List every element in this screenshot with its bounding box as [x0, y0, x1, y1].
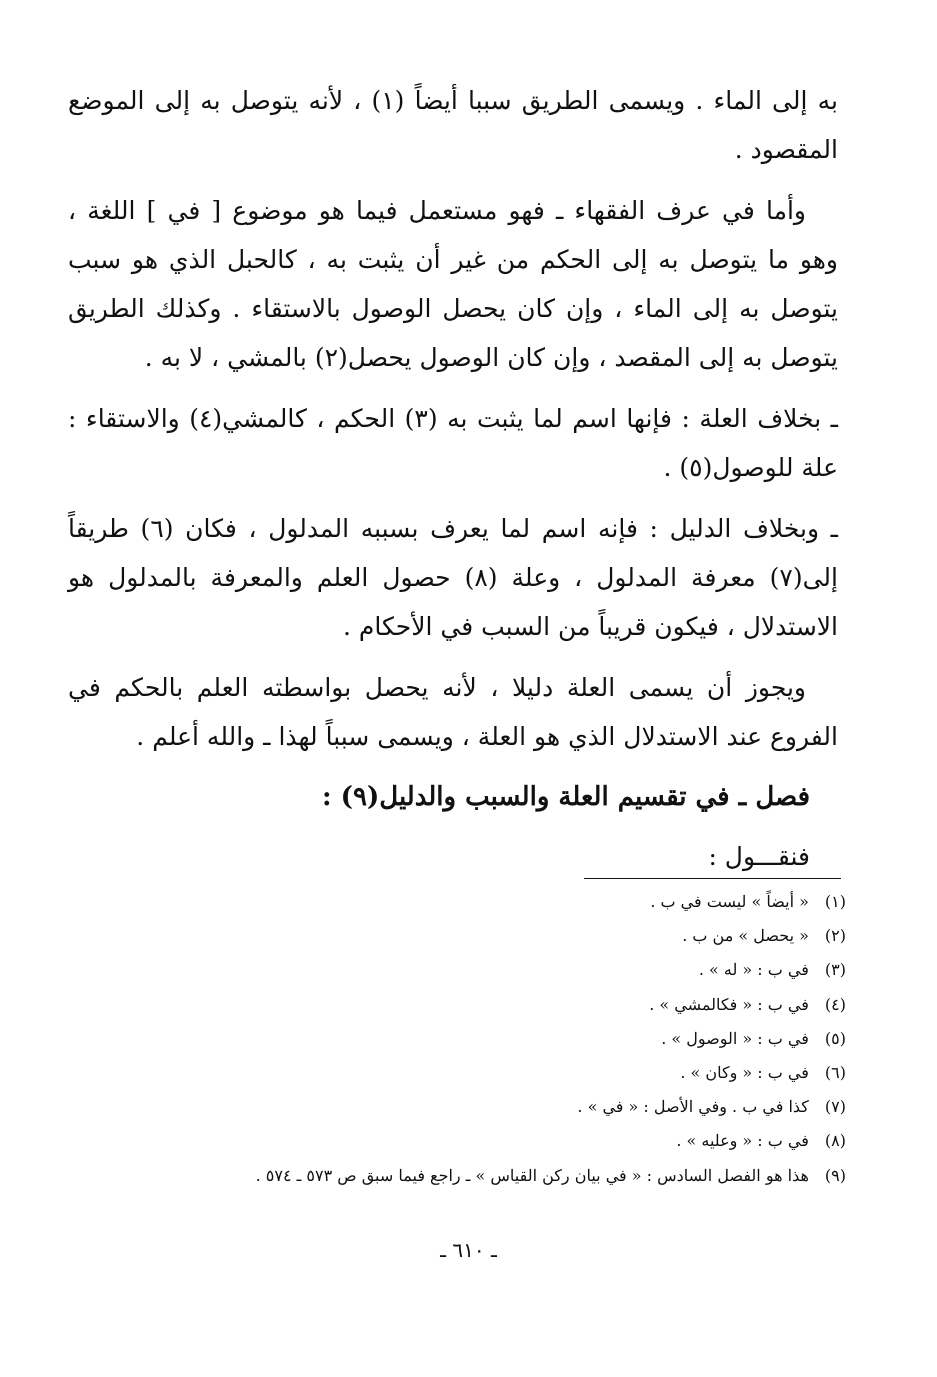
- footnote-number: (٣): [824, 960, 846, 980]
- section-subheading: فنقـــول :: [708, 842, 810, 871]
- page-number: ـ ٦١٠ ـ: [440, 1238, 497, 1262]
- footnote-number: (٦): [824, 1063, 846, 1083]
- paragraph-4: ـ وبخلاف الدليل : فإنه اسم لما يعرف بسببه المدلول ، فكان (٦) طريقاً إلى(٧) معرفة المدلول ، وعلة (٨) حصول العلم والمعرفة بالمدلول هو الاستدلال ، فيكون قريباً من السبب في الأحكام .: [68, 514, 838, 641]
- footnote-number: (٧): [824, 1097, 846, 1117]
- footnote-text: « يحصل » من ب .: [682, 926, 809, 946]
- footnote-number: (٨): [824, 1131, 846, 1151]
- main-text: [68, 76, 838, 881]
- footnote-text: في ب : « فكالمشي » .: [649, 994, 809, 1014]
- footnote: [150, 953, 846, 987]
- footnote: [150, 919, 846, 953]
- paragraph-3: ـ بخلاف العلة : فإنها اسم لما يثبت به (٣) الحكم ، كالمشي(٤) والاستقاء : علة للوصول(٥) .: [68, 404, 838, 482]
- footnote-number: (٩): [824, 1165, 846, 1185]
- footnote-text: في ب : « وكان » .: [680, 1063, 809, 1083]
- footnote-number: (٢): [824, 926, 846, 946]
- footnote: [150, 1090, 846, 1124]
- paragraph-2: وأما في عرف الفقهاء ـ فهو مستعمل فيما هو موضوع [ في ] اللغة ، وهو ما يتوصل به إلى الحكم من غير أن يثبت به ، كالحبل الذي هو سبب يتوصل به إلى الماء ، وإن كان يحصل الوصول بالاستقاء . وكذلك الطريق يتوصل به إلى المقصد ، وإن كان الوصول يحصل(٢) بالمشي ، لا به .: [68, 196, 838, 372]
- footnote: [150, 1124, 846, 1158]
- section-heading: فصل ـ في تقسيم العلة والسبب والدليل(٩) :: [322, 782, 810, 812]
- footnote-text: في ب : « له » .: [698, 960, 809, 980]
- footnote-number: (١): [824, 892, 846, 911]
- footnote-text: في ب : « الوصول » .: [661, 1028, 809, 1048]
- footnote-text: هذا هو الفصل السادس : « في بيان ركن القياس » ـ راجع فيما سبق ص ٥٧٣ ـ ٥٧٤ .: [255, 1165, 809, 1185]
- footnote-number: (٥): [824, 1028, 846, 1048]
- paragraph-5: ويجوز أن يسمى العلة دليلا ، لأنه يحصل بواسطته العلم بالحكم في الفروع عند الاستدلال الذي هو العلة ، ويسمى سبباً لهذا ـ والله أعلم .: [68, 673, 838, 751]
- footnote-text: كذا في ب . وفي الأصل : « في » .: [577, 1097, 809, 1117]
- footnote-text: « أيضاً » ليست في ب .: [650, 892, 809, 911]
- footnotes-list: [150, 885, 846, 1193]
- footnote: [150, 988, 846, 1022]
- footnote-separator: [584, 878, 841, 879]
- paragraph-1: به إلى الماء . ويسمى الطريق سببا أيضاً (١) ، لأنه يتوصل به إلى الموضع المقصود .: [68, 86, 838, 164]
- footnote-text: في ب : « وعليه » .: [676, 1131, 809, 1151]
- footnote-number: (٤): [824, 994, 846, 1014]
- footnote: [150, 1022, 846, 1056]
- footnote: [150, 1159, 846, 1193]
- footnote: [150, 1056, 846, 1090]
- footnote: [150, 885, 846, 919]
